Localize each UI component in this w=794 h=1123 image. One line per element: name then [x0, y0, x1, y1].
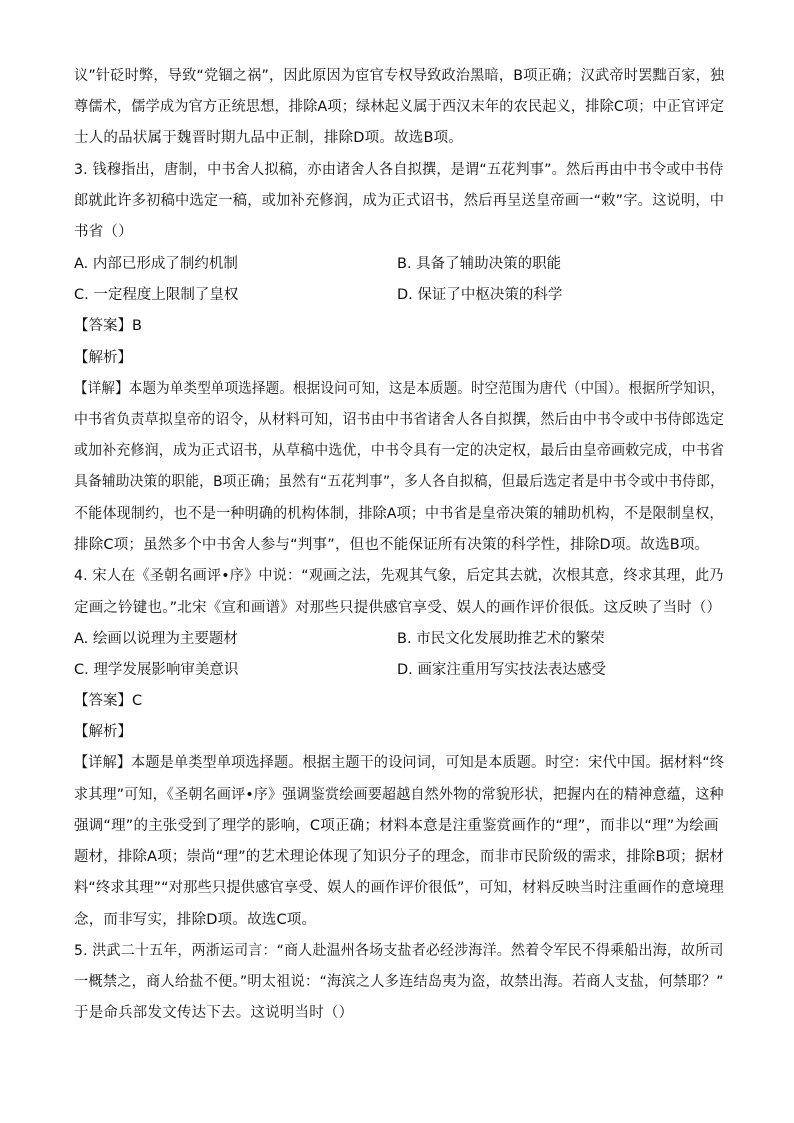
analysis-line: 【详解】本题是单类型单项选择题。根据主题干的设问词，可知是本质题。时空：宋代中国。据材料“终 — [74, 755, 725, 771]
analysis-line: 念，而非写实，排除D项。故选C项。 — [74, 912, 317, 928]
analysis-line: 料“终求其理”“对那些只提供感官享受、娱人的画作评价很低”，可知，材料反映当时注重画作的意境理 — [74, 880, 724, 896]
question-stem-line: 4. 宋人在《圣朝名画评•序》中说：“观画之法，先观其气象，后定其去就，次根其意，终求其理，此乃 — [74, 568, 724, 584]
question-stem-line: 书省（） — [74, 224, 133, 240]
question-stem-line: 3. 钱穆指出，唐制，中书舍人拟稿，亦由诸舍人各自拟撰，是谓“五花判事”。然后再由中书令或中书侍 — [74, 162, 724, 178]
analysis-line: 不能体现制约，也不是一种明确的机构体制，排除A项；中书省是皇帝决策的辅助机构，不是限制皇权， — [74, 506, 724, 522]
analysis-line: 强调“理”的主张受到了理学的影响，C项正确；材料本意是注重鉴赏画作的“理”，而非以“理”为绘画 — [74, 818, 719, 834]
option-b: B. 具备了辅助决策的职能 — [397, 256, 562, 272]
analysis-line: 排除C项；虽然多个中书舍人参与“判事”，但也不能保证所有决策的科学性，排除D项。故选B项。 — [74, 537, 710, 553]
question-stem-line: 一概禁之，商人给盐不便。”明太祖说：“海滨之人多连结岛夷为盗，故禁出海。若商人支盐，何禁耶？” — [74, 974, 724, 990]
answer-label: 【答案】C — [74, 693, 143, 709]
option-d: D. 保证了中枢决策的科学 — [397, 287, 563, 303]
option-d: D. 画家注重用写实技法表达感受 — [397, 662, 606, 678]
analysis-line: 求其理”可知，《圣朝名画评•序》强调鉴赏绘画要超越自然外物的常貌形状，把握内在的精神意蕴，这种 — [74, 787, 724, 803]
answer-label: 【答案】B — [74, 318, 142, 334]
question-stem-line: 郎就此许多初稿中选定一稿，或加补充修润，成为正式诏书，然后再呈送皇帝画一“敕”字。这说明，中 — [74, 193, 725, 209]
option-a: A. 内部已形成了制约机制 — [74, 256, 238, 272]
paragraph-line: 尊儒术，儒学成为官方正统思想，排除A项；绿林起义属于西汉末年的农民起义，排除C项；中正官评定 — [74, 99, 725, 115]
analysis-line: 中书省负责草拟皇帝的诏令，从材料可知，诏书由中书省诸舍人各自拟撰，然后由中书令或中书侍郎选定 — [74, 412, 725, 428]
analysis-label: 【解析】 — [74, 724, 132, 740]
paragraph-line: 士人的品状属于魏晋时期九品中正制，排除D项。故选B项。 — [74, 130, 464, 146]
option-b: B. 市民文化发展助推艺术的繁荣 — [397, 631, 605, 647]
question-stem-line: 于是命兵部发文传达下去。这说明当时（） — [74, 1005, 354, 1021]
analysis-line: 或加补充修润，成为正式诏书，从草稿中选优，中书令具有一定的决定权，最后由皇帝画敕完成，中书省 — [74, 443, 725, 459]
analysis-line: 题材，排除A项；崇尚“理”的艺术理论体现了知识分子的理念，而非市民阶级的需求，排除B项；据材 — [74, 849, 725, 865]
analysis-line: 具备辅助决策的职能，B项正确；虽然有“五花判事”，多人各自拟稿，但最后选定者是中书令或中书侍郎， — [74, 474, 725, 490]
question-stem-line: 5. 洪武二十五年，两浙运司言：“商人赴温州各场支盐者必经涉海洋。然着令军民不得乘船出海，故所司 — [74, 943, 724, 959]
analysis-line: 【详解】本题为单类型单项选择题。根据设问可知，这是本质题。时空范围为唐代（中国）。根据所学知识， — [74, 381, 725, 397]
analysis-label: 【解析】 — [74, 350, 132, 366]
paragraph-line: 议”针砭时弊，导致“党锢之祸”，因此原因为宦官专权导致政治黑暗，B项正确；汉武帝时罢黜百家，独 — [74, 68, 725, 84]
option-c: C. 一定程度上限制了皇权 — [74, 287, 239, 303]
option-a: A. 绘画以说理为主要题材 — [74, 631, 238, 647]
option-c: C. 理学发展影响审美意识 — [74, 662, 239, 678]
question-stem-line: 定画之钤键也。”北宋《宣和画谱》对那些只提供感官享受、娱人的画作评价很低。这反映了当时（） — [74, 600, 722, 616]
